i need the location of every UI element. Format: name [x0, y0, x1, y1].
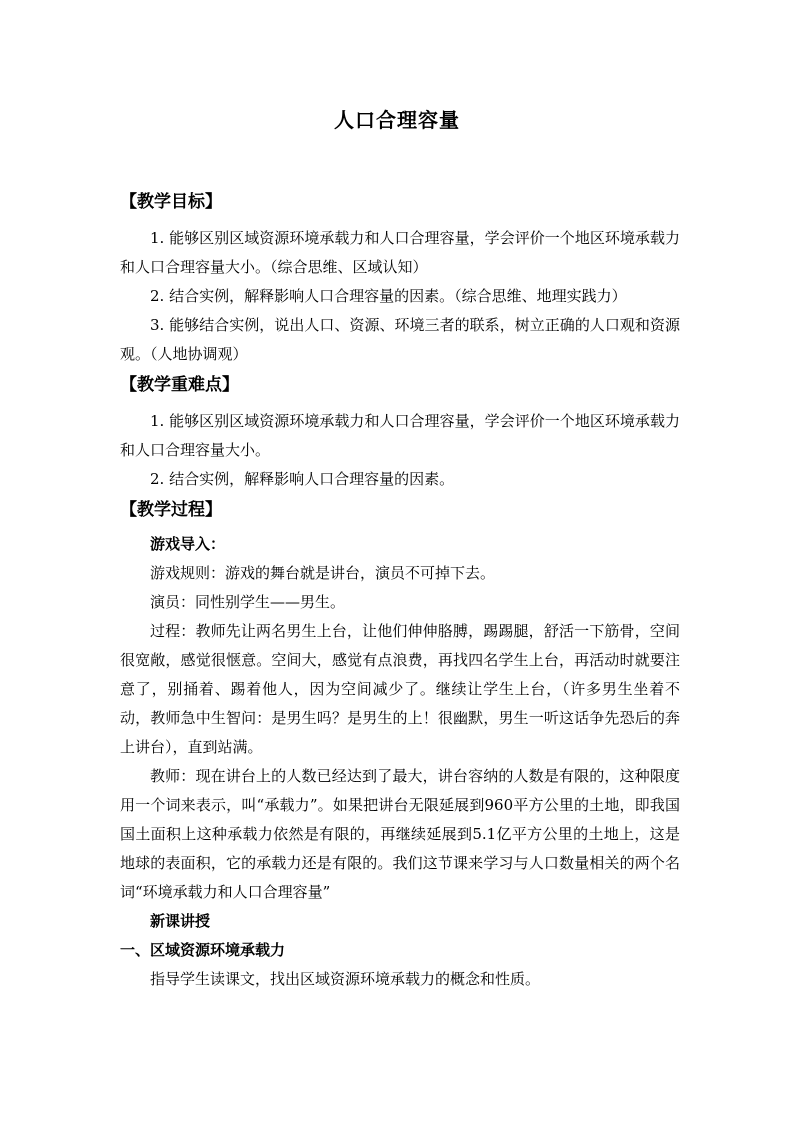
section-heading-key-points: 【教学重难点】: [120, 375, 239, 395]
game-actors: 演员：同性别学生——男生。: [150, 593, 346, 611]
key-point-item: 2. 结合实例，解释影响人口合理容量的因素。: [150, 470, 455, 488]
document-body: [120, 186, 680, 994]
objective-item: 1. 能够区别区域资源环境承载力和人口合理容量，学会评价一个地区环境承载力和人口合理容量大小。（综合思维、区域认知）: [120, 229, 680, 276]
objective-item: 2. 结合实例，解释影响人口合理容量的因素。（综合思维、地理实践力）: [150, 287, 627, 305]
objective-item: 3. 能够结合实例，说出人口、资源、环境三者的联系，树立正确的人口观和资源观。（人地协调观）: [120, 316, 680, 363]
part1-heading: 一、区域资源环境承载力: [120, 941, 286, 959]
section-heading-objectives: 【教学目标】: [120, 192, 222, 212]
teacher-explanation: 教师：现在讲台上的人数已经达到了最大，讲台容纳的人数是有限的，这种限度用一个词来表示，叫“承载力”。如果把讲台无限延展到960平方公里的土地，即我国国土面积上这种承载力依然是有限的，再继续延展到5.1亿平方公里的土地上，这是地球的表面积，它的承载力还是有限的。我们这节课来学习与人口数量相关的两个名词“环境承载力和人口合理容量”: [120, 767, 680, 901]
game-rules: 游戏规则：游戏的舞台就是讲台，演员不可掉下去。: [150, 564, 496, 582]
section-heading-process: 【教学过程】: [120, 500, 222, 520]
key-point-item: 1. 能够区别区域资源环境承载力和人口合理容量，学会评价一个地区环境承载力和人口合理容量大小。: [120, 412, 680, 459]
document-title: 人口合理容量: [334, 108, 460, 132]
game-intro-label: 游戏导入：: [150, 535, 226, 553]
part1-text: 指导学生读课文，找出区域资源环境承载力的概念和性质。: [150, 970, 541, 988]
new-lesson-label: 新课讲授: [150, 912, 211, 930]
game-procedure: 过程：教师先让两名男生上台，让他们伸伸胳膊，踢踢腿，舒活一下筋骨，空间很宽敞，感觉很惬意。空间大，感觉有点浪费，再找四名学生上台，再活动时就要注意了，别捅着、踢着他人，因为空间减少了。继续让学生上台，（许多男生坐着不动，教师急中生智问：是男生吗？是男生的上！很幽默，男生一听这话争先恐后的奔上讲台），直到站满。: [120, 622, 680, 756]
